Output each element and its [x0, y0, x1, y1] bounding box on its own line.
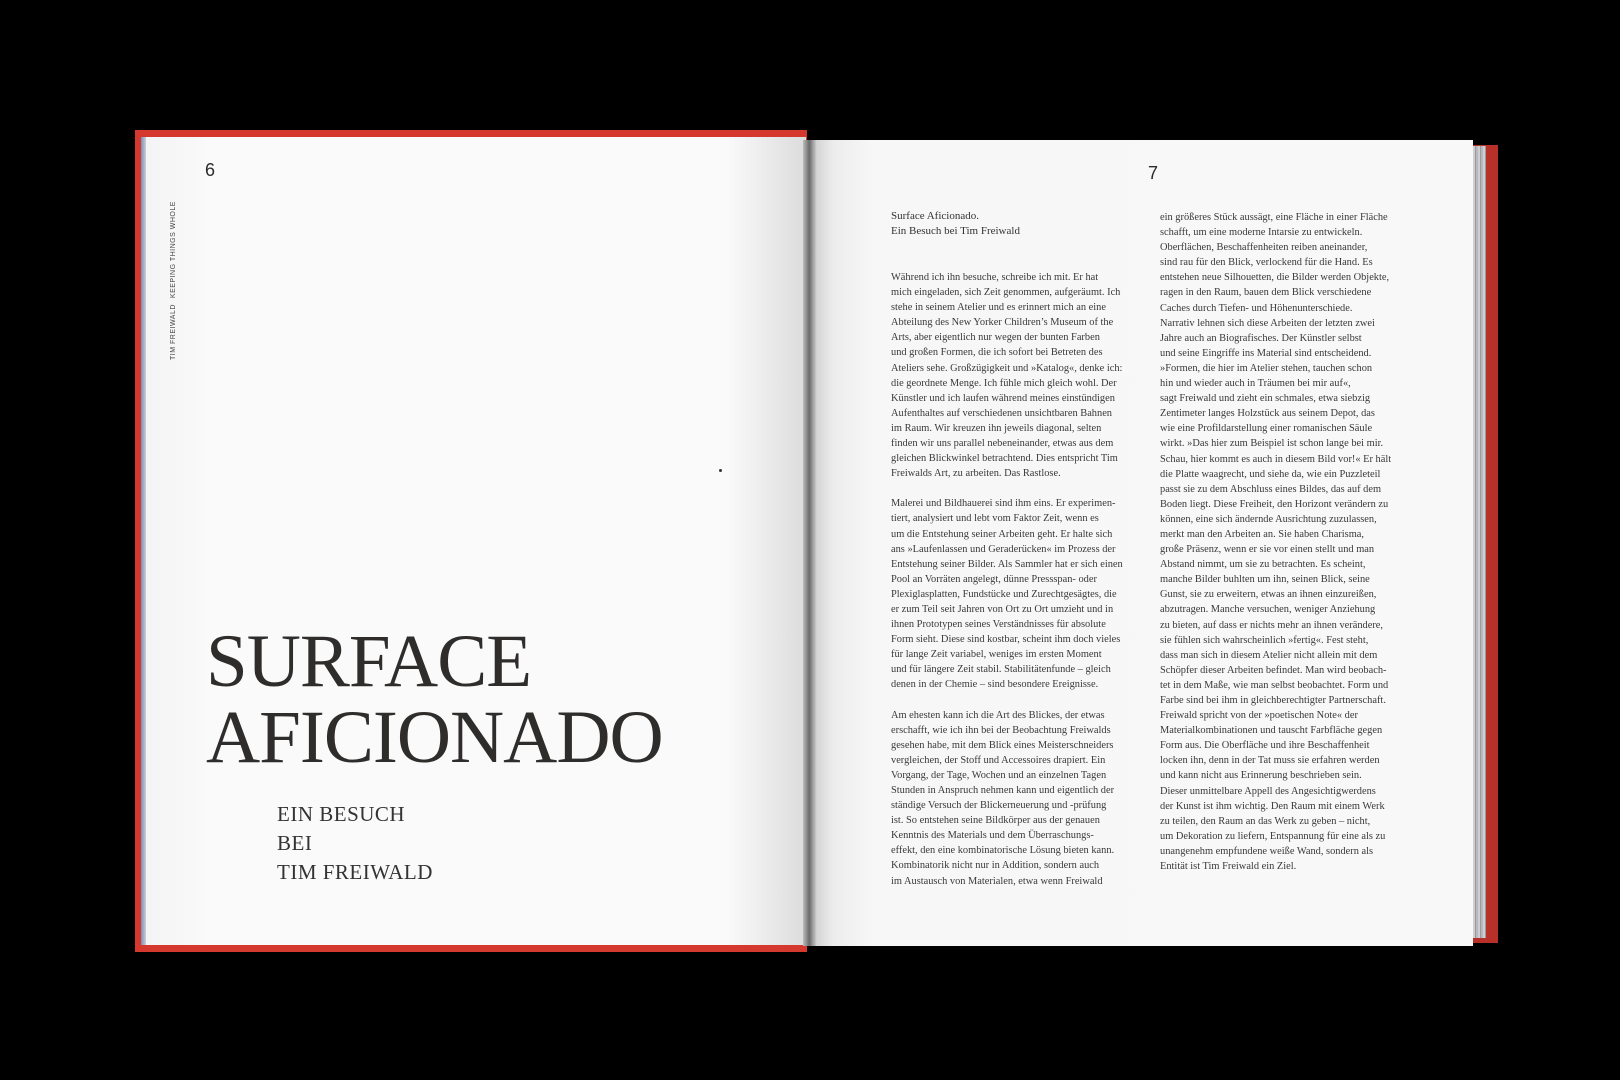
text-line: können, eine sich ändernde Ausrichtung zuzulassen, [1160, 513, 1377, 525]
text-line: unangenehm empfundene weiße Wand, sondern als [1160, 845, 1374, 857]
text-line: um die Entstehung seiner Arbeiten geht. Er halte sich [891, 528, 1113, 540]
text-line: abzutragen. Manche versuchen, weniger Anziehung [1160, 604, 1376, 616]
text-line: die geordnete Menge. Ich fühle mich gleich wohl. Der [891, 377, 1117, 389]
book-gutter [803, 140, 817, 946]
text-line: im Raum. Wir kreuzen ihn jeweils diagonal, selten [891, 422, 1102, 434]
article-subtitle [277, 800, 433, 887]
text-line: und kann nicht aus Erinnerung beschrieben sein. [1160, 770, 1362, 782]
text-column-2 [1160, 210, 1414, 889]
text-line: schafft, um eine moderne Intarsie zu entwickeln. [1160, 227, 1363, 239]
page-number-left: 6 [205, 160, 216, 180]
text-line: Caches durch Tiefen- und Höhenunterschiede. [1160, 302, 1353, 314]
text-line: Boden liegt. Diese Freiheit, den Horizont verändern zu [1160, 498, 1389, 510]
text-line: Schau, hier kommt es auch in diesem Bild vor!« Er hält [1160, 453, 1392, 465]
text-line: dass man sich in diesem Atelier nicht allein mit dem [1160, 649, 1378, 661]
text-line: tiert, analysiert und lebt vom Faktor Zeit, wenn es [891, 513, 1099, 525]
article-heading-line: Ein Besuch bei Tim Freiwald [891, 225, 1020, 237]
text-line: Malerei und Bildhauerei sind ihm eins. Er experimen- [891, 498, 1116, 510]
text-line: Stunden in Anspruch nehmen kann und eigentlich der [891, 785, 1115, 796]
body-paragraph [891, 708, 1145, 889]
article-title [206, 620, 663, 779]
title-line: AFICIONADO [206, 696, 663, 779]
text-line: Oberflächen, Beschaffenheiten reiben aneinander, [1160, 242, 1368, 254]
text-line: Pool an Vorräten angelegt, dünne Pressspan- oder [891, 573, 1097, 585]
text-line: Freiwalds Art, zu arbeiten. Das Rastlose. [891, 468, 1061, 480]
text-line: ihnen Prototypen seines Verständnisses für absolute [891, 619, 1106, 631]
text-line: gleichen Blickwinkel betrachtend. Dies entspricht Tim [891, 453, 1118, 465]
text-line: ist. So entstehen seine Bildkörper aus der genauen [891, 815, 1100, 827]
text-line: ein größeres Stück aussägt, eine Fläche in einer Fläche [1160, 212, 1388, 223]
text-line: der Kunst ist ihm wichtig. Den Raum mit einem Werk [1160, 800, 1385, 812]
text-line: zu bieten, auf dass er nichts mehr an ihnen verändere, [1160, 619, 1384, 631]
text-line: Am ehesten kann ich die Art des Blickes, der etwas [891, 709, 1105, 721]
body-paragraph [891, 270, 1145, 481]
text-line: Vorgang, der Tage, Wochen und an einzelnen Tagen [891, 769, 1107, 781]
text-line: gesehen habe, mit dem Blick eines Meisterschneiders [891, 739, 1114, 751]
text-line: er zum Teil seit Jahren von Ort zu Ort umzieht und in [891, 603, 1114, 615]
text-line: im Austausch von Materialen, etwa wenn Freiwald [891, 875, 1103, 887]
text-line: stehe in seinem Atelier und es erinnert mich an eine [891, 302, 1106, 314]
text-line: Arts, aber eigentlich nur wegen der bunten Farben [891, 332, 1100, 344]
text-line: um Dekoration zu liefern, Entspannung für eine als zu [1160, 830, 1386, 842]
subtitle-line: TIM FREIWALD [277, 860, 433, 884]
text-line: große Präsenz, wenn er sie vor einen stellt und man [1160, 544, 1375, 556]
text-line: Dieser unmittelbare Appell des Angesichtigwerdens [1160, 785, 1376, 797]
text-line: hin und wieder auch in Träumen bei mir auf«, [1160, 378, 1351, 390]
text-line: wirkt. »Das hier zum Beispiel ist schon lange bei mir. [1160, 438, 1384, 450]
text-line: Plexiglasplatten, Fundstücke und Zurechtgesägtes, die [891, 588, 1117, 600]
text-line: Abteilung des New Yorker Children’s Museum of the [891, 317, 1114, 329]
text-line: Entität ist Tim Freiwald ein Ziel. [1160, 861, 1297, 873]
paper-speck [719, 469, 722, 472]
text-line: und seine Eingriffe ins Material sind entscheidend. [1160, 347, 1372, 359]
text-line: ans »Laufenlassen und Geraderücken« im Prozess der [891, 543, 1116, 555]
running-head-book-title: KEEPING THINGS WHOLE [170, 201, 177, 299]
text-line: erschafft, wie ich ihn bei der Beobachtung Freiwalds [891, 724, 1111, 736]
text-line: entstehen neue Silhouetten, die Bilder werden Objekte, [1160, 272, 1390, 284]
text-line: Entstehung seiner Bilder. Als Sammler hat er sich einen [891, 558, 1123, 570]
text-line: Narrativ lehnen sich diese Arbeiten der letzten zwei [1160, 317, 1375, 329]
text-line: sind rau für den Blick, verlockend für die Hand. Es [1160, 257, 1373, 269]
text-line: und großen Formen, die ich sofort bei Betreten des [891, 347, 1103, 359]
text-line: die Platte waagrecht, und siehe da, wie ein Puzzleteil [1160, 468, 1381, 480]
text-line: Form aus. Die Oberfläche und ihre Beschaffenheit [1160, 740, 1370, 752]
text-line: Schöpfer dieser Arbeiten befindet. Man wird beobach- [1160, 664, 1387, 676]
text-line: Farbe sind bei ihm in gleichberechtigter Partnerschaft. [1160, 695, 1386, 706]
text-line: Kenntnis des Materials und dem Überraschungs- [891, 830, 1094, 842]
subtitle-line: EIN BESUCH [277, 802, 406, 826]
text-line: Zentimeter langes Holzstück aus seinem Depot, das [1160, 408, 1375, 420]
text-line: Form sieht. Diese sind kostbar, scheint ihm doch vieles [891, 634, 1121, 646]
text-line: Ateliers sehe. Großzügigkeit und »Katalog«, denke ich: [891, 362, 1123, 374]
text-line: ständige Versuch der Blickerneuerung und -prüfung [891, 800, 1107, 812]
text-line: Während ich ihn besuche, schreibe ich mit. Er hat [891, 272, 1099, 283]
text-line: für lange Zeit variabel, weniges im ersten Moment [891, 649, 1102, 661]
text-line: Materialkombinationen und tauscht Farbfläche gegen [1160, 725, 1383, 737]
text-line: Abstand nimmt, um sie zu betrachten. Es scheint, [1160, 559, 1366, 571]
running-head [170, 195, 177, 360]
article-heading [891, 209, 1020, 239]
text-line: merkt man den Arbeiten an. Sie haben Charisma, [1160, 528, 1365, 540]
text-line: zu teilen, den Raum an das Werk zu geben – nicht, [1160, 815, 1371, 827]
text-line: locken ihn, denn in der Tat muss sie erfahren werden [1160, 755, 1380, 767]
body-paragraph [891, 496, 1145, 692]
title-line: SURFACE [206, 620, 532, 703]
text-line: passt sie zu dem Abschluss eines Bildes, das auf dem [1160, 483, 1382, 495]
text-line: Künstler und ich laufen während meines einstündigen [891, 392, 1115, 404]
text-line: mich eingeladen, sich Zeit genommen, aufgeräumt. Ich [891, 287, 1121, 299]
text-column-1 [891, 270, 1145, 904]
text-line: vergleichen, der Stoff und Accessoires drapiert. Ein [891, 754, 1106, 766]
text-line: denen in der Chemie – sind besondere Ereignisse. [891, 679, 1099, 691]
text-line: manche Bilder buhlten um ihn, seinen Blick, seine [1160, 574, 1370, 586]
page-number-right: 7 [1148, 163, 1159, 183]
running-head-author: TIM FREIWALD [170, 304, 177, 360]
text-line: effekt, den eine kombinatorische Lösung bieten kann. [891, 845, 1115, 857]
text-line: Aufenthaltes auf verschiedenen unsichtbaren Bahnen [891, 407, 1113, 419]
text-line: tet in dem Maße, wie man selbst beobachtet. Form und [1160, 679, 1389, 691]
text-line: Freiwald spricht von der »poetischen Note« der [1160, 710, 1358, 722]
text-line: Kombinatorik nicht nur in Addition, sondern auch [891, 860, 1100, 872]
subtitle-line: BEI [277, 831, 313, 855]
left-page [146, 137, 806, 945]
text-line: ragen in den Raum, bauen dem Blick verschiedene [1160, 287, 1372, 299]
text-line: wie eine Profildarstellung einer romanischen Säule [1160, 423, 1373, 435]
text-line: und für längere Zeit stabil. Stabilitätenfunde – gleich [891, 664, 1111, 676]
body-paragraph [1160, 210, 1414, 874]
text-line: finden wir uns parallel nebeneinander, etwas aus dem [891, 438, 1114, 450]
text-line: »Formen, die hier im Atelier stehen, tauchen schon [1160, 362, 1373, 374]
text-line: sagt Freiwald und zieht ein schmales, etwa siebzig [1160, 393, 1371, 405]
article-heading-line: Surface Aficionado. [891, 210, 979, 222]
text-line: Jahre auch an Biografisches. Der Künstler selbst [1160, 332, 1362, 344]
text-line: sie fühlen sich wahrscheinlich »fertig«. Fest steht, [1160, 634, 1369, 646]
text-line: Gunst, sie zu erweitern, etwas an ihnen einzureißen, [1160, 589, 1377, 601]
